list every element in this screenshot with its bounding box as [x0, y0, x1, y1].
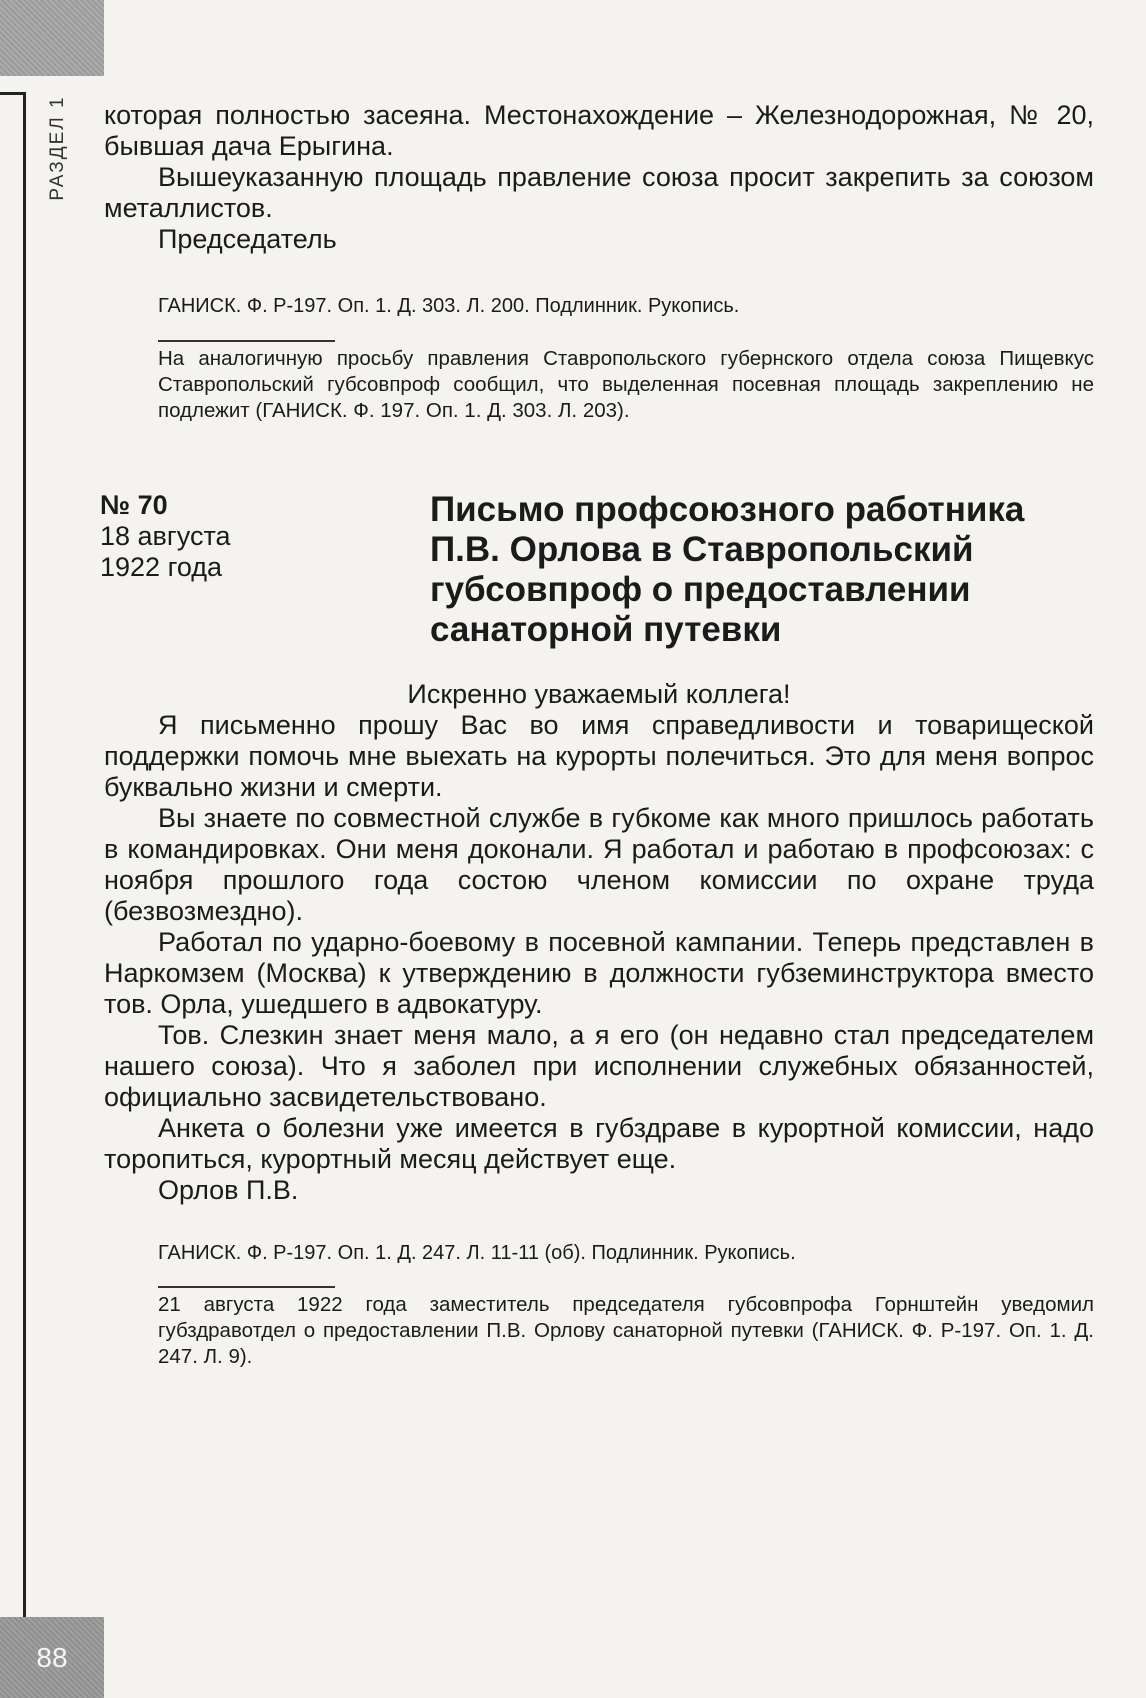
paragraph: Тов. Слезкин знает меня мало, а я его (он недавно стал председателем нашего союза). Что я заболел при исполнении служебных обязанностей, официально засвидетельствовано.	[104, 1020, 1094, 1112]
signature: Орлов П.В.	[158, 1175, 299, 1205]
document-meta	[100, 490, 280, 583]
corner-decoration-top	[0, 0, 104, 76]
page-frame-line	[0, 92, 26, 1649]
letter-body	[104, 679, 1094, 1206]
archive-source: ГАНИСК. Ф. Р-197. Оп. 1. Д. 303. Л. 200. Подлинник. Рукопись.	[158, 295, 740, 317]
document-title: Письмо профсоюзного работника П.В. Орлова в Ставропольский губсовпроф о предоставлении санаторной путевки	[430, 490, 1025, 649]
footnote-divider	[158, 340, 335, 342]
archive-source: ГАНИСК. Ф. Р-197. Оп. 1. Д. 247. Л. 11-11 (об). Подлинник. Рукопись.	[158, 1242, 796, 1264]
page-number: 88	[36, 1641, 68, 1673]
paragraph: Я письменно прошу Вас во имя справедливости и товарищеской поддержки помочь мне выехать на курорты полечиться. Это для меня вопрос буквально жизни и смерти.	[104, 710, 1094, 802]
document-number: № 70	[100, 490, 168, 520]
paragraph: Работал по ударно-боевому в посевной кампании. Теперь представлен в Наркомзем (Москва) к утверждению в должности губземинструктора вместо тов. Орла, ушедшего в адвокатуру.	[104, 927, 1094, 1019]
paragraph: Вышеуказанную площадь правление союза просит закрепить за союзом металлистов.	[104, 162, 1094, 223]
footnote-divider	[158, 1286, 335, 1288]
section-label: РАЗДЕЛ 1	[47, 95, 68, 201]
previous-document-text	[104, 100, 1094, 255]
paragraph: Вы знаете по совместной службе в губкоме как много пришлось работать в командировках. Они меня доконали. Я работал и работаю в профсоюзах: с ноября прошлого года состою членом комиссии по охране труда (безвозмездно).	[104, 803, 1094, 926]
editorial-note: На аналогичную просьбу правления Ставропольского губернского отдела союза Пищевкус Ставропольский губсовпроф сообщил, что выделенная посевная площадь закреплению не подлежит (ГАНИСК. Ф. 197. Оп. 1. Д. 303. Л. 203).	[158, 347, 1094, 422]
page-number-box	[0, 1617, 104, 1698]
document-date-day: 18 августа	[100, 521, 231, 551]
salutation: Искренно уважаемый коллега!	[407, 679, 791, 709]
document-date-year: 1922 года	[100, 552, 223, 582]
paragraph: которая полностью засеяна. Местонахождение – Железнодорожная, № 20, бывшая дача Ерыгина.	[104, 100, 1094, 161]
signature-title: Председатель	[158, 224, 337, 254]
editorial-note: 21 августа 1922 года заместитель председателя губсовпрофа Горнштейн уведомил губздравотдел о предоставлении П.В. Орлову санаторной путевки (ГАНИСК. Ф. Р-197. Оп. 1. Д. 247. Л. 9).	[158, 1293, 1094, 1368]
paragraph: Анкета о болезни уже имеется в губздраве в курортной комиссии, надо торопиться, курортный месяц действует еще.	[104, 1113, 1094, 1174]
